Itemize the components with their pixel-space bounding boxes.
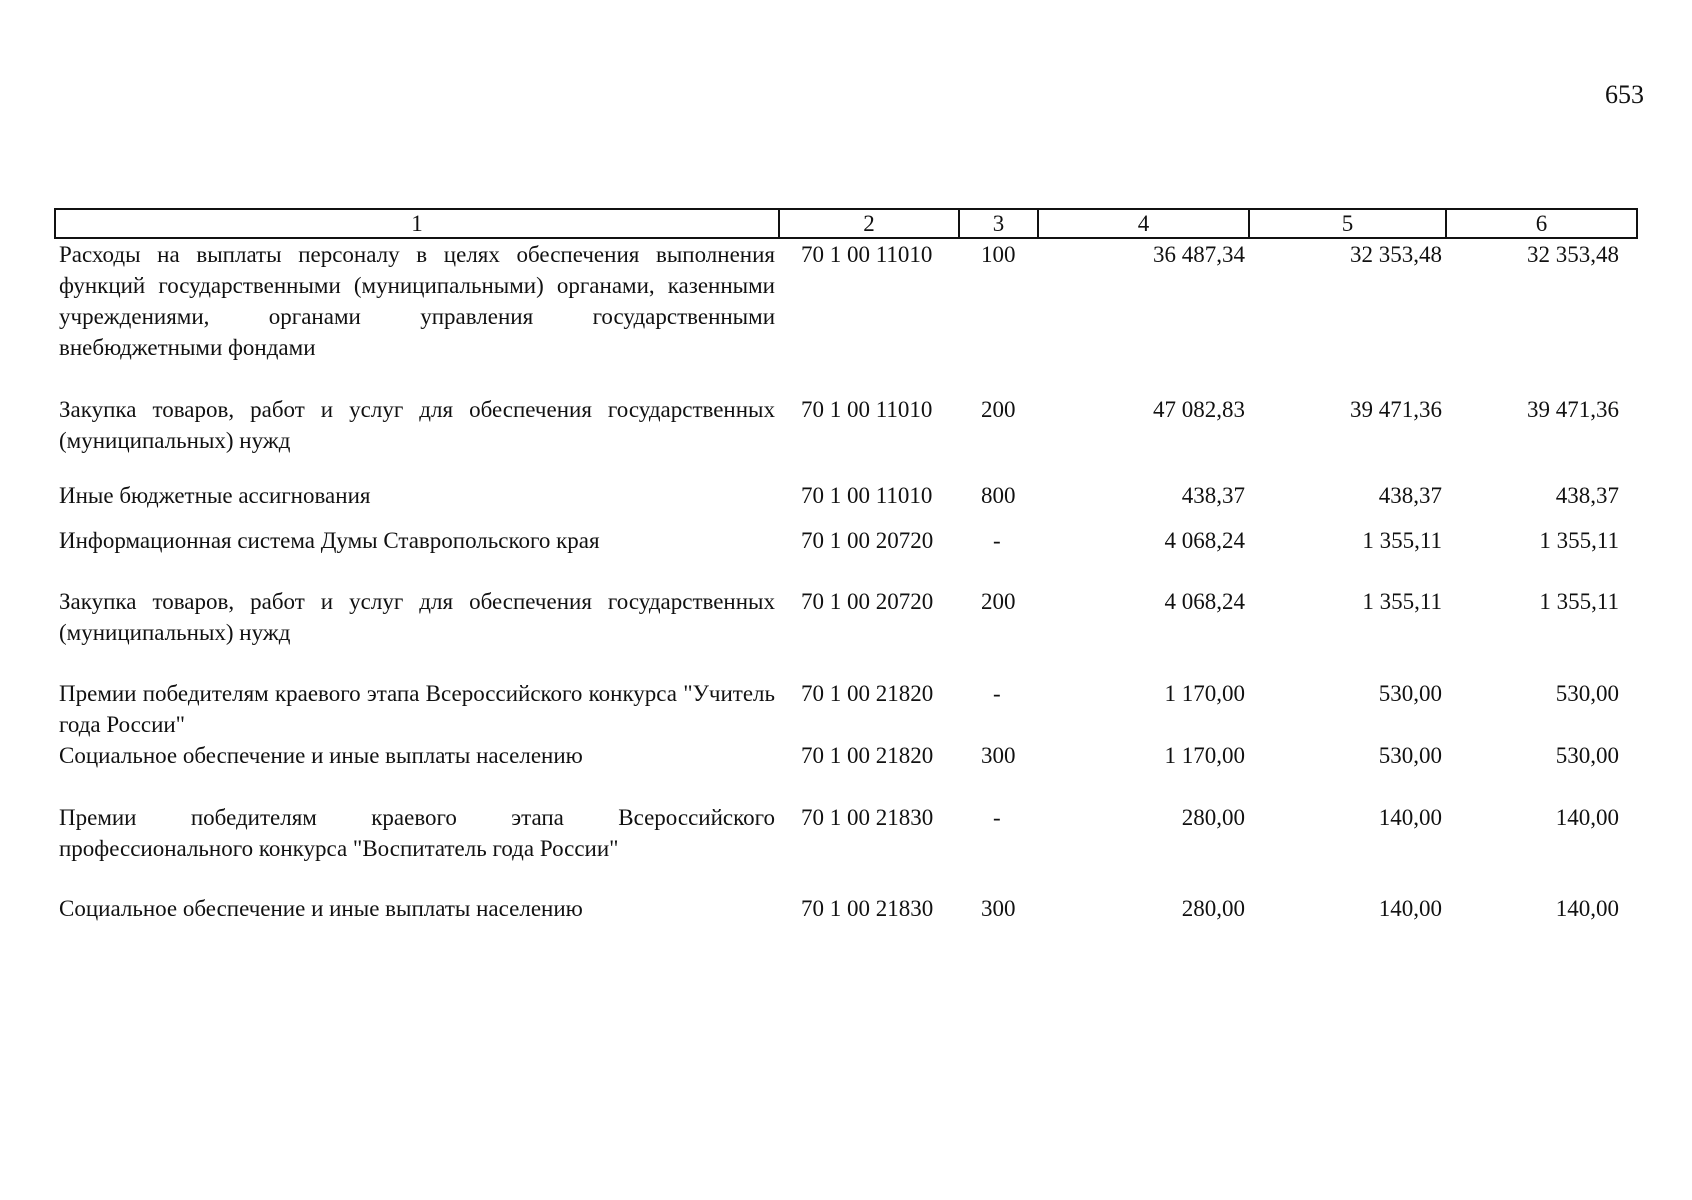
row-value-col5: 140,00 xyxy=(1378,896,1442,921)
row-value-col5: 530,00 xyxy=(1378,743,1442,768)
table-row xyxy=(55,893,1637,933)
row-name xyxy=(55,893,779,933)
table-row xyxy=(55,525,1637,586)
row-name-text: Социальное обеспечение и иные выплаты населению xyxy=(59,743,583,768)
row-name xyxy=(55,480,779,525)
table-row xyxy=(55,678,1637,740)
row-value-col6: 140,00 xyxy=(1555,896,1619,921)
row-code: 70 1 00 20720 xyxy=(801,528,934,553)
budget-table xyxy=(54,208,1638,933)
row-value-col5: 438,37 xyxy=(1378,483,1442,508)
column-header-3: 3 xyxy=(959,209,1038,238)
table-row xyxy=(55,238,1637,394)
row-name xyxy=(55,394,779,480)
row-value-col5: 530,00 xyxy=(1378,681,1442,706)
row-value-col4: 280,00 xyxy=(1181,805,1245,830)
row-value-col4: 36 487,34 xyxy=(1153,242,1245,267)
row-code: 70 1 00 21820 xyxy=(801,743,934,768)
row-value-col6: 1 355,11 xyxy=(1539,528,1619,553)
table-row xyxy=(55,480,1637,525)
row-name-text: Социальное обеспечение и иные выплаты населению xyxy=(59,896,583,921)
row-value-col5: 39 471,36 xyxy=(1350,397,1442,422)
row-name-text: Расходы на выплаты персоналу в целях обеспечения выполнения функций государственными (муниципальными) органами, казенными учреждениями, органами управления государственными внебюджетными фондами xyxy=(59,242,775,360)
row-value-col5: 140,00 xyxy=(1378,805,1442,830)
row-name-text: Иные бюджетные ассигнования xyxy=(59,483,371,508)
row-value-col4: 4 068,24 xyxy=(1164,589,1245,614)
row-value-col4: 280,00 xyxy=(1181,896,1245,921)
row-code: 70 1 00 11010 xyxy=(801,242,933,267)
row-value-col5: 32 353,48 xyxy=(1350,242,1442,267)
column-header-6: 6 xyxy=(1446,209,1637,238)
row-value-col6: 1 355,11 xyxy=(1539,589,1619,614)
row-code: 70 1 00 20720 xyxy=(801,589,934,614)
row-code: 70 1 00 21830 xyxy=(801,896,934,921)
row-name-text: Закупка товаров, работ и услуг для обеспечения государственных (муниципальных) нужд xyxy=(59,589,775,645)
column-header-2: 2 xyxy=(779,209,959,238)
row-code: 70 1 00 21820 xyxy=(801,681,934,706)
column-header-4: 4 xyxy=(1038,209,1249,238)
row-value-col6: 438,37 xyxy=(1555,483,1619,508)
row-value-col6: 39 471,36 xyxy=(1527,397,1619,422)
row-value-col4: 1 170,00 xyxy=(1164,681,1245,706)
table-header xyxy=(55,209,1637,238)
column-header-5: 5 xyxy=(1249,209,1446,238)
row-name xyxy=(55,678,779,740)
row-expense-type: 300 xyxy=(981,896,1016,921)
row-name xyxy=(55,586,779,678)
row-name-text: Премии победителям краевого этапа Всероссийского профессионального конкурса "Воспитатель года России" xyxy=(59,805,775,861)
row-value-col4: 47 082,83 xyxy=(1153,397,1245,422)
row-value-col4: 4 068,24 xyxy=(1164,528,1245,553)
row-code: 70 1 00 11010 xyxy=(801,483,933,508)
row-value-col6: 32 353,48 xyxy=(1527,242,1619,267)
row-name xyxy=(55,238,779,394)
row-value-col4: 438,37 xyxy=(1181,483,1245,508)
row-name-text: Закупка товаров, работ и услуг для обеспечения государственных (муниципальных) нужд xyxy=(59,397,775,453)
row-expense-type: - xyxy=(993,528,1001,553)
row-name xyxy=(55,740,779,802)
row-expense-type: - xyxy=(993,805,1001,830)
row-expense-type: 100 xyxy=(981,242,1016,267)
row-value-col4: 1 170,00 xyxy=(1164,743,1245,768)
row-name-text: Премии победителям краевого этапа Всероссийского конкурса "Учитель года России" xyxy=(59,681,775,737)
row-value-col5: 1 355,11 xyxy=(1362,528,1442,553)
row-name-text: Информационная система Думы Ставропольского края xyxy=(59,528,600,553)
row-code: 70 1 00 21830 xyxy=(801,805,934,830)
page-number: 653 xyxy=(1605,80,1644,109)
row-name xyxy=(55,525,779,586)
row-value-col5: 1 355,11 xyxy=(1362,589,1442,614)
row-value-col6: 530,00 xyxy=(1555,743,1619,768)
row-expense-type: - xyxy=(993,681,1001,706)
header-row xyxy=(55,209,1637,238)
row-value-col6: 140,00 xyxy=(1555,805,1619,830)
table-row xyxy=(55,802,1637,893)
column-header-1: 1 xyxy=(55,209,779,238)
row-expense-type: 300 xyxy=(981,743,1016,768)
row-name xyxy=(55,802,779,893)
table-body xyxy=(55,238,1637,933)
table-row xyxy=(55,586,1637,678)
row-code: 70 1 00 11010 xyxy=(801,397,933,422)
table-row xyxy=(55,740,1637,802)
row-expense-type: 200 xyxy=(981,589,1016,614)
row-expense-type: 800 xyxy=(981,483,1016,508)
table-row xyxy=(55,394,1637,480)
row-expense-type: 200 xyxy=(981,397,1016,422)
row-value-col6: 530,00 xyxy=(1555,681,1619,706)
